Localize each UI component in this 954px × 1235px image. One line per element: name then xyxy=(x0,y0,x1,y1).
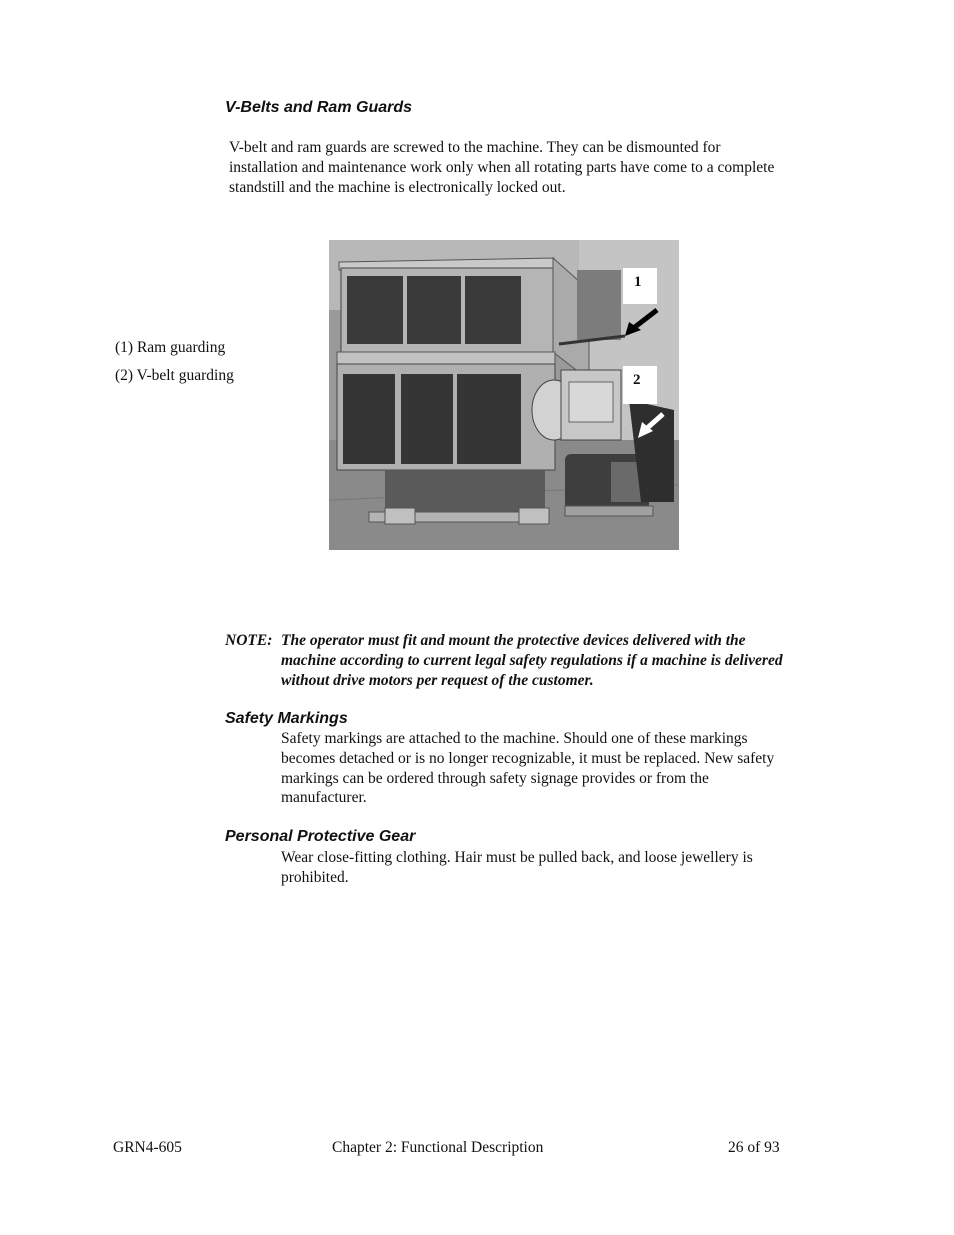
footer-page-number: 26 of 93 xyxy=(728,1139,780,1156)
section-heading-v-belts: V-Belts and Ram Guards xyxy=(225,99,413,116)
note-text xyxy=(281,631,783,690)
section-paragraph-v-belts xyxy=(229,138,774,197)
paragraph-line: V-belt and ram guards are screwed to the machine. They can be dismounted for xyxy=(229,139,721,156)
paragraph-line: Wear close-fitting clothing. Hair must be pulled back, and loose jewellery is xyxy=(281,849,753,866)
paragraph-line: markings can be ordered through safety signage provides or from the xyxy=(281,769,709,787)
photo-callout-1: 1 xyxy=(634,274,642,290)
footer-doc-id: GRN4-605 xyxy=(113,1139,182,1156)
section-paragraph-safety-markings xyxy=(281,729,774,808)
paragraph-line: becomes detached or is no longer recognizable, it must be replaced. New safety xyxy=(281,749,775,767)
paragraph-line: prohibited. xyxy=(281,868,349,886)
note-line: without drive motors per request of the customer. xyxy=(281,671,594,689)
section-heading-protective-gear: Personal Protective Gear xyxy=(225,828,416,845)
note-line: The operator must fit and mount the protective devices delivered with the xyxy=(281,632,746,649)
paragraph-line: installation and maintenance work only when all rotating parts have come to a complete xyxy=(229,158,775,176)
section-heading-safety-markings: Safety Markings xyxy=(225,710,348,727)
section-paragraph-protective-gear xyxy=(281,848,753,888)
legend-item-ram-guarding: (1) Ram guarding xyxy=(115,339,226,356)
paragraph-line: Safety markings are attached to the machine. Should one of these markings xyxy=(281,730,748,747)
paragraph-line: manufacturer. xyxy=(281,789,367,807)
note-line: machine according to current legal safety regulations if a machine is delivered xyxy=(281,651,783,669)
legend-item-v-belt-guarding: (2) V-belt guarding xyxy=(115,367,234,384)
photo-callout-2: 2 xyxy=(633,372,641,388)
note-label: NOTE: xyxy=(225,632,273,649)
footer-chapter: Chapter 2: Functional Description xyxy=(332,1139,544,1156)
paragraph-line: standstill and the machine is electronically locked out. xyxy=(229,178,566,196)
machine-photo xyxy=(329,240,679,550)
